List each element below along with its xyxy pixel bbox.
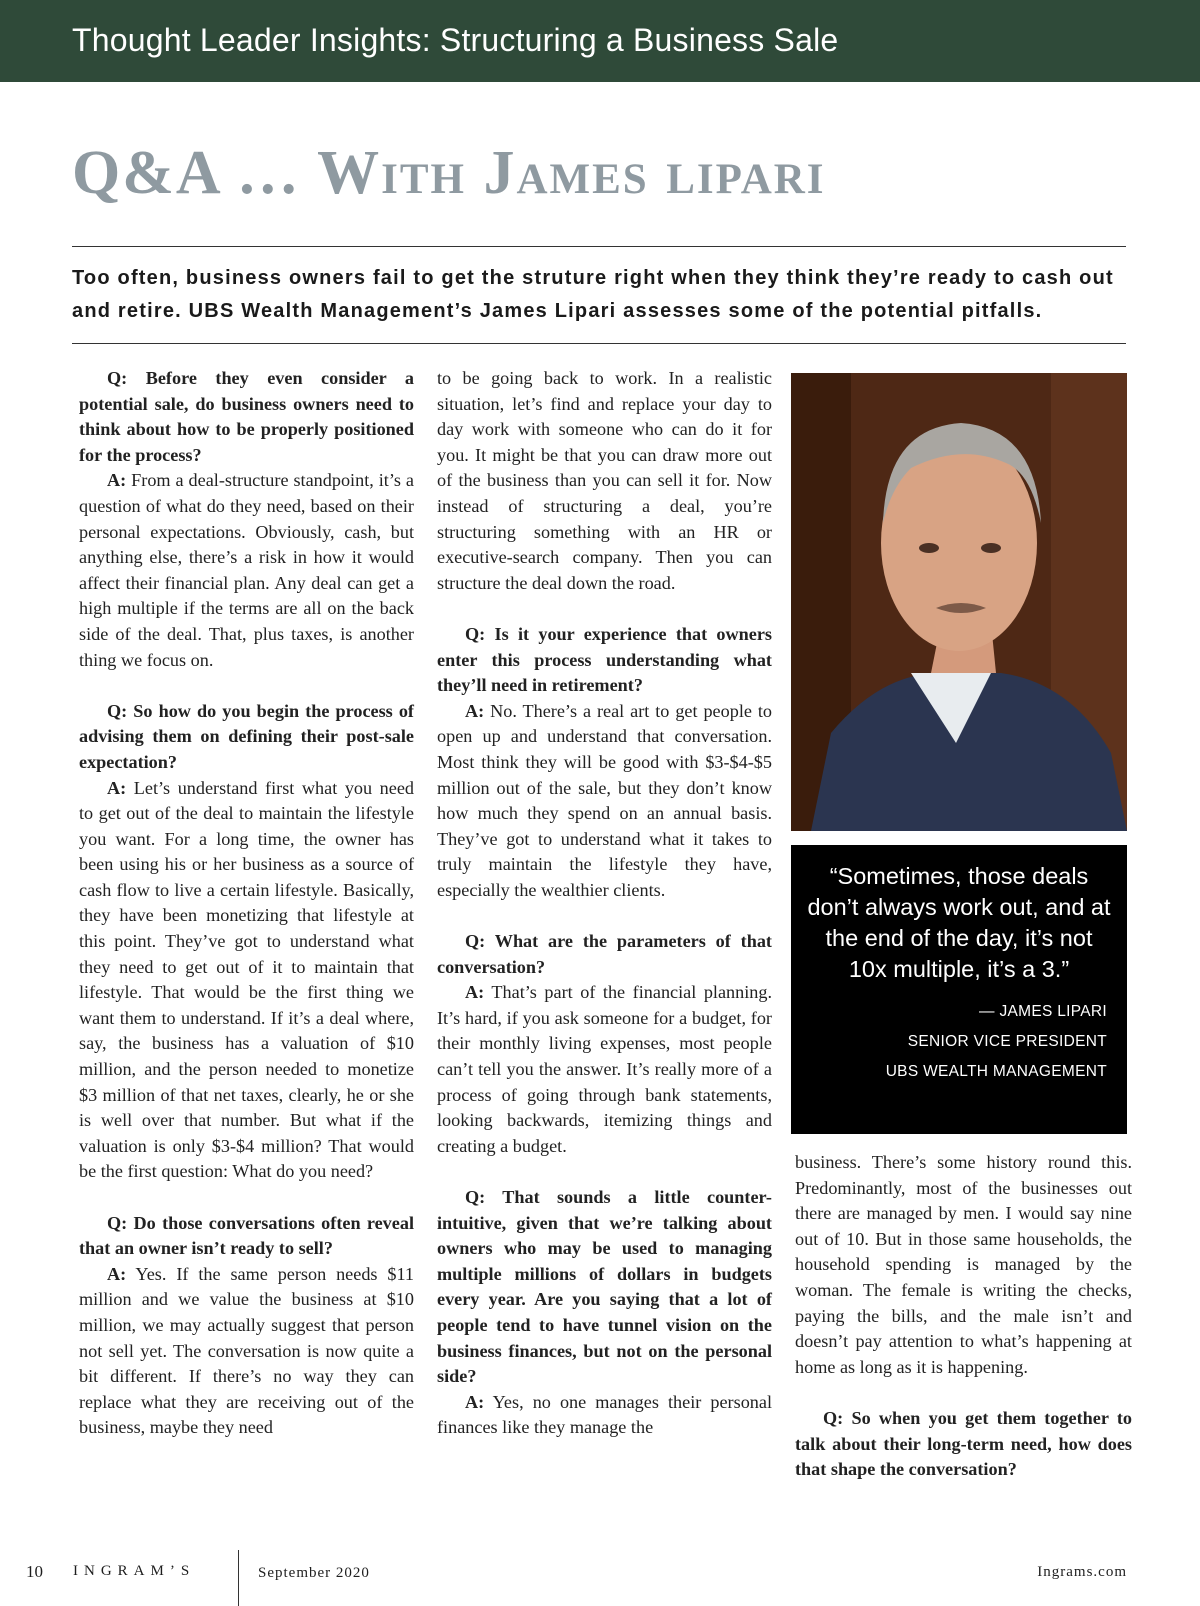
quote-attribution-role: SENIOR VICE PRESIDENT xyxy=(907,1033,1107,1050)
answer-paragraph: A: From a deal-structure standpoint, it’s a question of what do they need, based on their personal expectations. Obviously, cash, but anything else, there’s a risk in how it would affect their financial plan. Any deal can get a high multiple if the terms are all on the back side of the deal. That, plus taxes, is another thing we focus on. xyxy=(79,470,414,670)
footer-divider xyxy=(238,1550,239,1606)
article-column-3 xyxy=(795,1150,1132,1483)
portrait-illustration xyxy=(791,373,1127,831)
top-rule xyxy=(72,246,1126,247)
answer-paragraph: A: No. There’s a real art to get people to open up and understand that conversation. Most think they will be good with $3-$4-$5 million out of the sale, but they don’t know how much they spend on an annual basis. They’ve got to understand what it takes to truly maintain the lifestyle they have, especially the wealthier clients. xyxy=(437,700,773,900)
question-paragraph: Q: Do those conversations often reveal that an owner isn’t ready to sell? xyxy=(79,1212,414,1259)
portrait-photo xyxy=(791,373,1127,831)
question-paragraph: Q: So when you get them together to talk about their long-term need, how does that shape the conversation? xyxy=(795,1407,1132,1480)
article-column-1 xyxy=(79,366,414,1441)
article-column-2 xyxy=(437,366,772,1441)
quote-attribution-company: UBS WEALTH MANAGEMENT xyxy=(885,1063,1107,1080)
issue-date: September 2020 xyxy=(258,1565,370,1581)
banner-title: Thought Leader Insights: Structuring a Business Sale xyxy=(72,22,839,58)
question-paragraph: Q: So how do you begin the process of advising them on defining their post-sale expectation? xyxy=(79,700,414,772)
answer-paragraph: A: Let’s understand first what you need to get out of the deal to maintain the lifestyle you want. For a long time, the owner has been using his or her business as a source of cash flow to live a certain lifestyle. Basically, they have been monetizing that lifestyle at this point. They’ve got to understand what they need to get out of it to maintain that lifestyle. That would be the first thing we want them to understand. If it’s a deal where, say, the business has a valuation of $10 million, and the person needed to monetize $3 million of that net taxes, clearly, he or she is well over that number. But what if the valuation is only $3-$4 million? That would be the first question: What do you need? xyxy=(79,777,414,1182)
header-banner xyxy=(0,0,1200,82)
magazine-name: INGRAM’S xyxy=(73,1563,196,1579)
website-url: Ingrams.com xyxy=(1037,1564,1127,1580)
question-paragraph: Q: That sounds a little counter-intuitive, given that we’re talking about owners who may be used to managing multiple millions of dollars in budgets every year. Are you saying that a lot of people tend to have tunnel vision on the business finances, but not on the personal side? xyxy=(437,1187,772,1387)
quote-attribution-name: — JAMES LIPARI xyxy=(979,1003,1107,1020)
answer-paragraph: A: Yes. If the same person needs $11 million and we value the business at $10 million, we may actually suggest that person not sell yet. The conversation is now quite a bit different. If there’s no way they can replace what they are receiving out of the business, maybe they need xyxy=(79,1263,414,1438)
continued-paragraph: business. There’s some history round this. Predominantly, most of the businesses out there are managed by men. I would say nine out of 10. But in those same households, the household spending is managed by the woman. The female is writing the checks, paying the bills, and the male isn’t and doesn’t pay attention to what’s happening at home as long as it is happening. xyxy=(795,1152,1132,1377)
answer-paragraph: A: Yes, no one manages their personal finances like they manage the xyxy=(437,1391,773,1438)
pull-quote-text: “Sometimes, those deals don’t always work out, and at the end of the day, it’s not 10x multiple, it’s a 3.” xyxy=(807,863,1111,982)
question-paragraph: Q: Before they even consider a potential sale, do business owners need to think about how to be properly positioned for the process? xyxy=(79,368,414,465)
bottom-rule xyxy=(72,343,1126,344)
question-paragraph: Q: Is it your experience that owners enter this process understanding what they’ll need in retirement? xyxy=(437,623,772,696)
question-paragraph: Q: What are the parameters of that conversation? xyxy=(437,931,772,977)
answer-paragraph: A: That’s part of the financial planning. It’s hard, if you ask someone for a budget, for their monthly living expenses, most people can’t tell you the answer. It’s really more of a process of going through bank statements, looking backwards, itemizing things and creating a budget. xyxy=(437,982,773,1156)
continued-paragraph: to be going back to work. In a realistic situation, let’s find and replace your day to day work with someone who can do it for you. It might be that you can draw more out of the business than you can sell it for. Now instead of structuring a deal, you’re structuring something with an HR or executive-search company. Then you can structure the deal down the road. xyxy=(437,368,772,593)
article-deck: Too often, business owners fail to get the struture right when they think they’re ready to cash out and retire. UBS Wealth Management’s James Lipari assesses some of the potential pitfalls. xyxy=(72,267,1114,322)
article-title: Q&A … With James lipari xyxy=(72,139,826,207)
page-number: 10 xyxy=(26,1562,43,1581)
pull-quote-box xyxy=(791,845,1127,1134)
